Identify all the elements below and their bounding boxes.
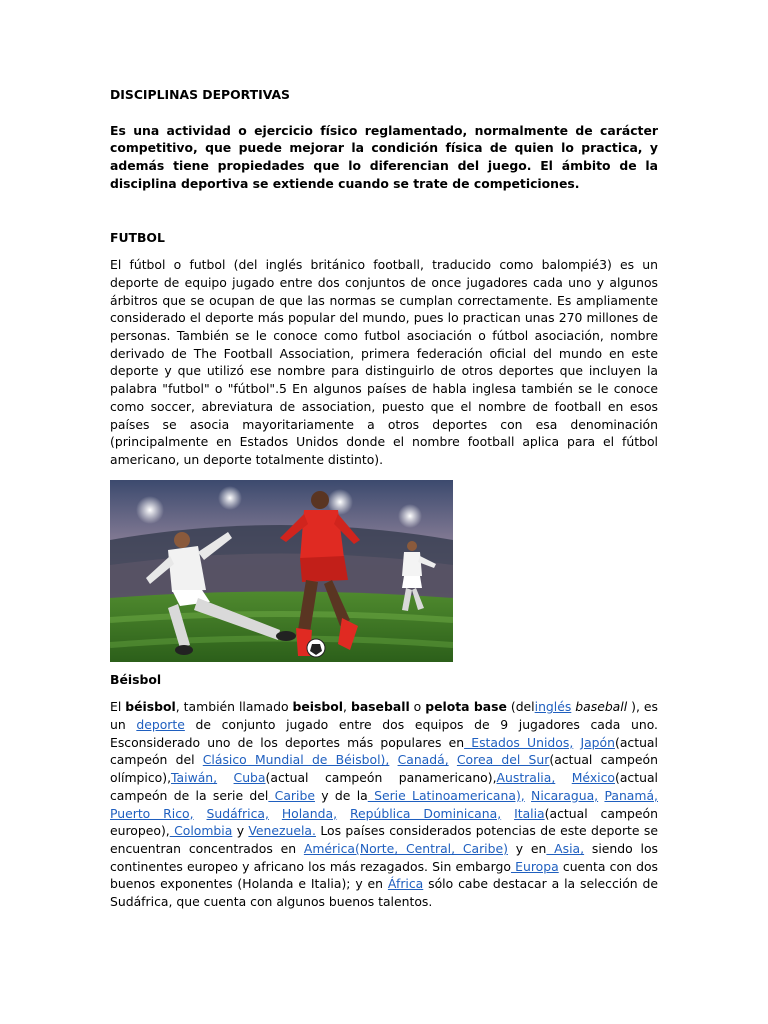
text-run (217, 770, 233, 785)
link-asia[interactable]: Asia, (546, 840, 585, 856)
text-run (389, 752, 397, 767)
link-taiwan[interactable]: Taiwán, (171, 770, 218, 786)
text-run: o (409, 699, 426, 715)
text-run (555, 770, 571, 785)
text-run: cuenta con dos buenos exponentes (Holanda e Italia); y en (110, 858, 658, 892)
italic-baseball: baseball (575, 699, 628, 715)
heading-disciplinas: DISCIPLINAS DEPORTIVAS (110, 87, 290, 102)
text-run: El (110, 699, 126, 715)
text-run: (del (506, 699, 535, 715)
text-run: , también llamado (175, 699, 293, 715)
heading-beisbol: Béisbol (110, 671, 162, 687)
link-puerto-rico[interactable]: Puerto Rico, (110, 805, 194, 821)
intro-paragraph: Es una actividad o ejercicio físico reglamentado, normalmente de carácter competitivo, que puede mejorar la condición física de quien lo practica, y además tiene propiedades que lo diferencian del juego. El ámbito de la disciplina deportiva se extiende cuando se trate de competiciones. (110, 122, 658, 191)
soccer-photo (110, 480, 453, 662)
text-run: y en (507, 840, 547, 856)
link-colombia[interactable]: Colombia (169, 823, 233, 839)
link-america[interactable]: América(Norte, Central, Caribe) (303, 840, 508, 856)
text-run: (actual campeón europeo), (110, 805, 658, 839)
text-run: (actual campeón panamericano), (265, 770, 497, 786)
text-run: (actual campeón olímpico), (110, 752, 658, 786)
link-africa[interactable]: África (387, 876, 424, 892)
text-run: y de la (314, 787, 368, 803)
link-estados-unidos[interactable]: Estados Unidos, (464, 734, 574, 750)
text-run (501, 806, 514, 821)
link-canada[interactable]: Canadá, (397, 752, 449, 768)
bold-term-beisbol: béisbol (125, 699, 176, 715)
text-run: Los países considerados potencias de este deporte se encuentran concentrados en (110, 823, 658, 856)
bold-term-pelota-base: pelota base (425, 699, 507, 715)
text-run (337, 806, 350, 821)
text-run: ), es un (110, 699, 658, 733)
link-nicaragua[interactable]: Nicaragua, (531, 787, 599, 803)
link-republica-dominicana[interactable]: República Dominicana, (349, 805, 502, 821)
link-caribe[interactable]: Caribe (268, 787, 315, 803)
futbol-paragraph: El fútbol o futbol (del inglés británico football, traducido como balompié3) es un deporte de equipo jugado entre dos conjuntos de once jugadores cada uno y algunos árbitros que se ocupan de que las normas se cumplan correctamente. Es ampliamente considerado el deporte más popular del mundo, pues lo practican unas 270 millones de personas. También se le conoce como futbol asociación o fútbol asociación, nombre derivado de The Football Association, primera federación oficial del mundo en este deporte y que utilizó ese nombre para distinguirlo de otros deportes que incluyen la palabra "futbol" o "fútbol".5 En algunos países de habla inglesa también se le conoce como soccer, abreviatura de association, puesto que el nombre de football en esos países se asocia mayoritariamente a otros deportes con esa denominación (principalmente en Estados Unidos donde el nombre football aplica para el fútbol americano, un deporte totalmente distinto). (110, 257, 658, 467)
text-run (269, 806, 282, 821)
link-deporte[interactable]: deporte (136, 717, 185, 733)
link-venezuela[interactable]: Venezuela. (248, 823, 316, 839)
text-run: (actual campeón del (110, 734, 658, 768)
text-run (194, 806, 207, 821)
link-sudafrica[interactable]: Sudáfrica, (206, 805, 269, 821)
document-body (110, 86, 658, 911)
link-cuba[interactable]: Cuba (233, 770, 266, 786)
text-run (449, 752, 457, 767)
link-serie-latinoamericana[interactable]: Serie Latinoamericana), (367, 787, 525, 803)
text-run: (actual campeón de la serie del (110, 770, 658, 803)
link-europa[interactable]: Europa (510, 858, 559, 874)
bold-term-beisbol-alt: beisbol (292, 699, 344, 715)
text-run: siendo los continentes europeo y africano los más rezagados. Sin embargo (110, 840, 658, 874)
link-mexico[interactable]: México (571, 770, 615, 786)
link-clasico-mundial[interactable]: Clásico Mundial de Béisbol), (202, 752, 390, 768)
link-panama[interactable]: Panamá, (604, 787, 658, 803)
beisbol-paragraph (110, 698, 658, 910)
link-japon[interactable]: Japón (580, 734, 615, 750)
link-italia[interactable]: Italia (514, 805, 545, 821)
text-run: sólo cabe destacar a la selección de Sudáfrica, que cuenta con algunos buenos talentos. (110, 876, 659, 910)
link-australia[interactable]: Australia, (496, 770, 556, 786)
heading-futbol: FUTBOL (110, 229, 165, 245)
link-holanda[interactable]: Holanda, (281, 805, 338, 821)
text-run: y (232, 823, 249, 839)
text-run: , (343, 699, 351, 715)
bold-term-baseball: baseball (350, 699, 410, 715)
link-ingles[interactable]: inglés (534, 699, 572, 715)
text-run: de conjunto jugado entre dos equipos de 9 jugadores cada uno. Esconsiderado uno de los deportes más populares en (110, 717, 658, 750)
link-corea-del-sur[interactable]: Corea del Sur (456, 752, 550, 768)
